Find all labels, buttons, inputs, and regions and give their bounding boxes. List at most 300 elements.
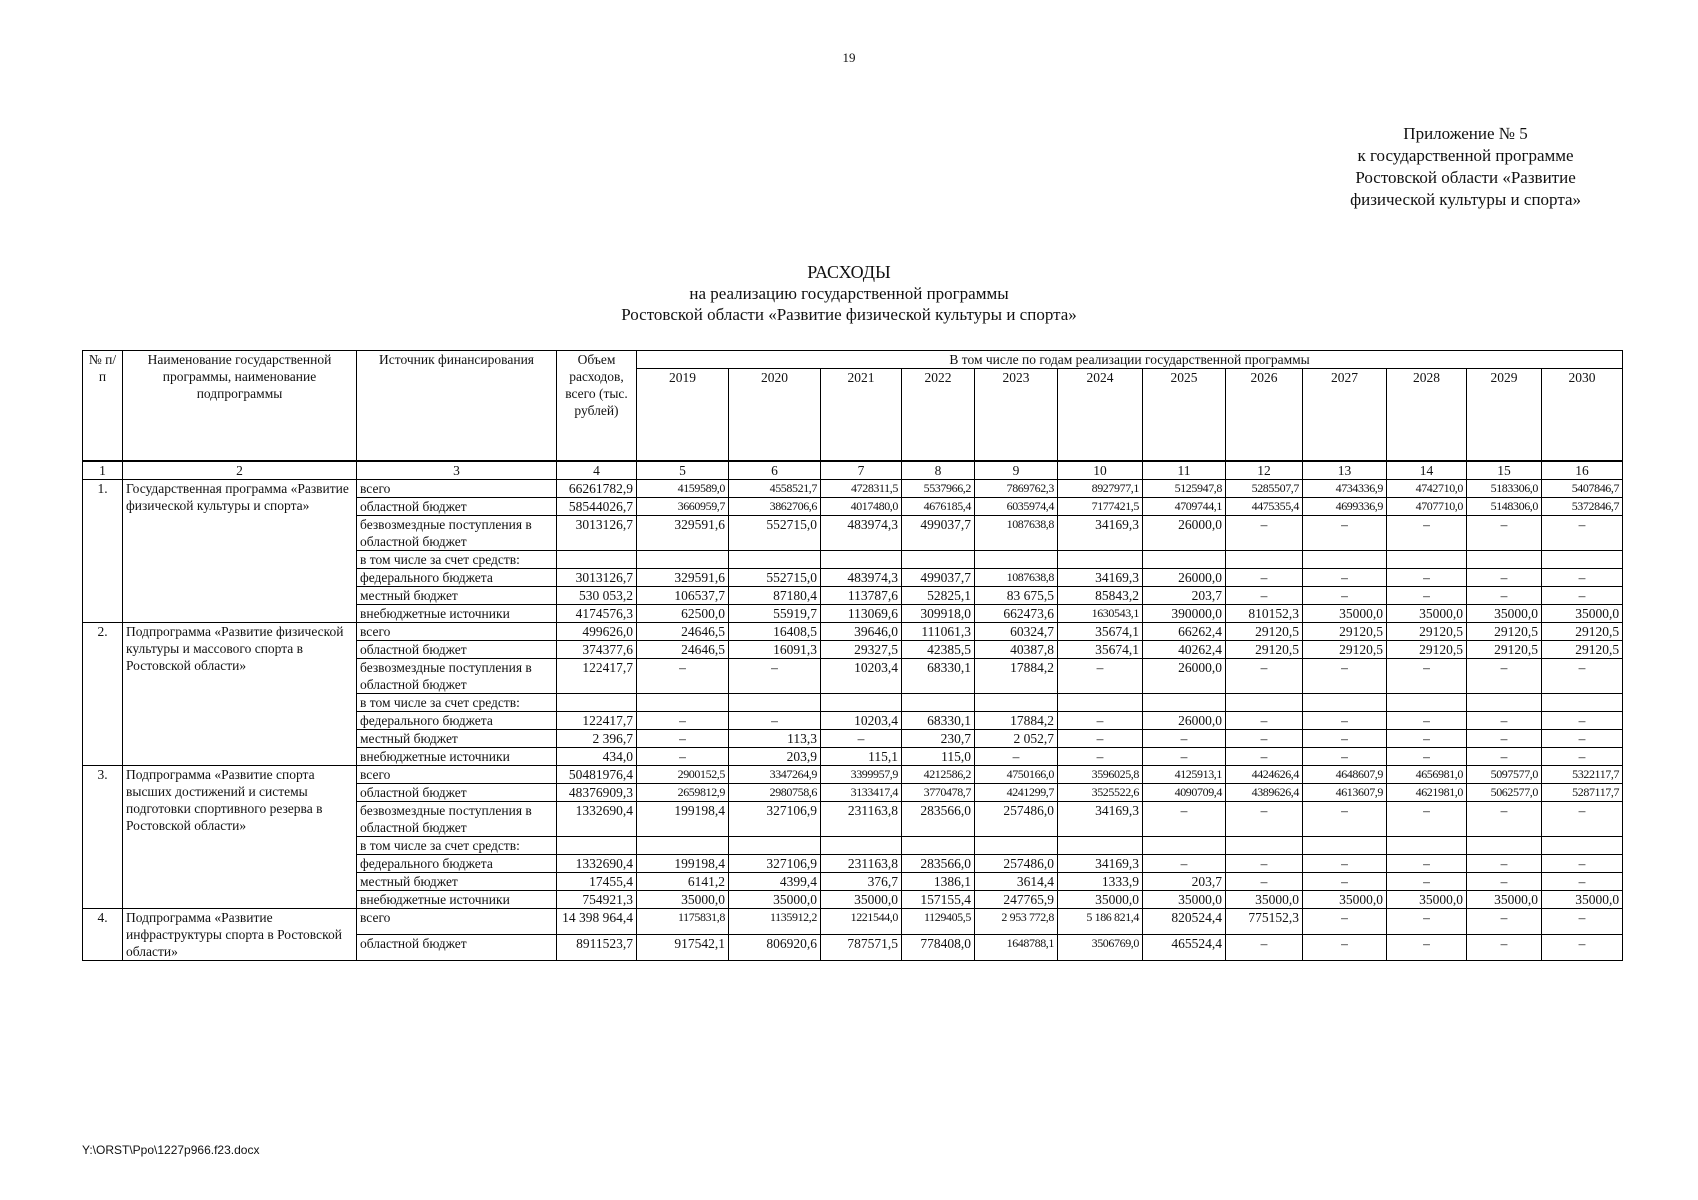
column-number: 8 <box>902 461 975 480</box>
year-value: – <box>1226 854 1303 872</box>
row-number: 2. <box>83 622 123 765</box>
year-value: – <box>1387 515 1467 550</box>
column-number: 11 <box>1143 461 1226 480</box>
year-value <box>1143 836 1226 854</box>
year-value: 66262,4 <box>1143 622 1226 640</box>
year-value: 3525522,6 <box>1058 783 1143 801</box>
header-year: 2022 <box>902 369 975 461</box>
year-value: 552715,0 <box>729 515 821 550</box>
total-value: 2 396,7 <box>557 729 637 747</box>
year-value: – <box>1303 872 1387 890</box>
year-value <box>729 836 821 854</box>
header-years-caption: В том числе по годам реализации государственной программы <box>637 351 1623 369</box>
year-value: 329591,6 <box>637 568 729 586</box>
year-value: 231163,8 <box>821 801 902 836</box>
year-value: 29120,5 <box>1303 622 1387 640</box>
year-value: – <box>1542 658 1623 693</box>
year-value: – <box>1303 854 1387 872</box>
year-value: – <box>1226 711 1303 729</box>
total-value: 122417,7 <box>557 711 637 729</box>
year-value <box>729 693 821 711</box>
year-value: – <box>821 729 902 747</box>
column-number: 9 <box>975 461 1058 480</box>
column-number: 10 <box>1058 461 1143 480</box>
column-number: 12 <box>1226 461 1303 480</box>
total-value: 1332690,4 <box>557 801 637 836</box>
year-value: 29120,5 <box>1387 622 1467 640</box>
year-value: 2 052,7 <box>975 729 1058 747</box>
year-value: 1333,9 <box>1058 872 1143 890</box>
year-value: – <box>975 747 1058 765</box>
year-value: – <box>729 658 821 693</box>
year-value: 87180,4 <box>729 586 821 604</box>
year-value: 34169,3 <box>1058 568 1143 586</box>
year-value: 4017480,0 <box>821 497 902 515</box>
year-value: – <box>1542 711 1623 729</box>
header-year: 2026 <box>1226 369 1303 461</box>
column-number: 2 <box>123 461 357 480</box>
year-value: 35000,0 <box>1303 890 1387 908</box>
year-value: 203,7 <box>1143 586 1226 604</box>
year-value: – <box>1467 586 1542 604</box>
program-name: Государственная программа «Развитие физической культуры и спорта» <box>123 479 357 622</box>
year-value: 5287117,7 <box>1542 783 1623 801</box>
header-year: 2023 <box>975 369 1058 461</box>
year-value: – <box>1387 711 1467 729</box>
year-value: 787571,5 <box>821 934 902 960</box>
year-value: 806920,6 <box>729 934 821 960</box>
year-value: – <box>1303 934 1387 960</box>
year-value: 552715,0 <box>729 568 821 586</box>
year-value: 483974,3 <box>821 515 902 550</box>
year-value <box>1058 550 1143 568</box>
total-value: 58544026,7 <box>557 497 637 515</box>
funding-source: местный бюджет <box>357 872 557 890</box>
year-value: 8927977,1 <box>1058 479 1143 497</box>
year-value: – <box>1226 801 1303 836</box>
year-value <box>975 693 1058 711</box>
year-value: 6141,2 <box>637 872 729 890</box>
funding-source: всего <box>357 479 557 497</box>
year-value: – <box>1467 872 1542 890</box>
year-value: 4648607,9 <box>1303 765 1387 783</box>
year-value: 4750166,0 <box>975 765 1058 783</box>
year-value: 17884,2 <box>975 711 1058 729</box>
year-value: 4621981,0 <box>1387 783 1467 801</box>
funding-source: внебюджетные источники <box>357 604 557 622</box>
year-value: – <box>1467 515 1542 550</box>
year-value: 810152,3 <box>1226 604 1303 622</box>
page-number: 19 <box>842 50 856 65</box>
header-year: 2019 <box>637 369 729 461</box>
year-value: – <box>1058 729 1143 747</box>
year-value: – <box>1303 801 1387 836</box>
year-value: 29120,5 <box>1542 640 1623 658</box>
total-value <box>557 836 637 854</box>
year-value: – <box>1467 854 1542 872</box>
year-value: 4728311,5 <box>821 479 902 497</box>
year-value: 60324,7 <box>975 622 1058 640</box>
year-value: 29327,5 <box>821 640 902 658</box>
funding-source: в том числе за счет средств: <box>357 836 557 854</box>
column-number: 7 <box>821 461 902 480</box>
year-value: 40262,4 <box>1143 640 1226 658</box>
year-value: 283566,0 <box>902 801 975 836</box>
year-value: – <box>1387 568 1467 586</box>
year-value: 7177421,5 <box>1058 497 1143 515</box>
year-value: 35000,0 <box>1226 890 1303 908</box>
year-value: – <box>1143 747 1226 765</box>
year-value: 68330,1 <box>902 658 975 693</box>
year-value: – <box>1143 729 1226 747</box>
year-value: 5372846,7 <box>1542 497 1623 515</box>
year-value: 115,0 <box>902 747 975 765</box>
year-value: 2 953 772,8 <box>975 908 1058 934</box>
year-value: 778408,0 <box>902 934 975 960</box>
year-value: 4742710,0 <box>1387 479 1467 497</box>
year-value: 83 675,5 <box>975 586 1058 604</box>
year-value: – <box>1542 729 1623 747</box>
year-value: – <box>1226 658 1303 693</box>
year-value: 24646,5 <box>637 640 729 658</box>
year-value: – <box>1542 801 1623 836</box>
year-value: 26000,0 <box>1143 658 1226 693</box>
year-value: 85843,2 <box>1058 586 1143 604</box>
year-value <box>1542 693 1623 711</box>
year-value: 4656981,0 <box>1387 765 1467 783</box>
header-year: 2025 <box>1143 369 1226 461</box>
year-value: 662473,6 <box>975 604 1058 622</box>
year-value: – <box>1303 568 1387 586</box>
appendix-line: Ростовской области «Развитие <box>1355 168 1576 187</box>
year-value: – <box>1542 586 1623 604</box>
year-value: 35000,0 <box>1387 604 1467 622</box>
appendix-line: физической культуры и спорта» <box>1350 190 1581 209</box>
appendix-line: к государственной программе <box>1357 146 1574 165</box>
total-value: 530 053,2 <box>557 586 637 604</box>
funding-source: безвозмездные поступления в областной бюджет <box>357 515 557 550</box>
year-value: 24646,5 <box>637 622 729 640</box>
year-value: 1175831,8 <box>637 908 729 934</box>
year-value <box>1303 693 1387 711</box>
year-value: – <box>1387 872 1467 890</box>
year-value: – <box>1226 586 1303 604</box>
year-value: 17884,2 <box>975 658 1058 693</box>
year-value: 1087638,8 <box>975 568 1058 586</box>
year-value: 1087638,8 <box>975 515 1058 550</box>
year-value: 1386,1 <box>902 872 975 890</box>
year-value: 106537,7 <box>637 586 729 604</box>
year-value: 4389626,4 <box>1226 783 1303 801</box>
total-value: 1332690,4 <box>557 854 637 872</box>
funding-source: безвозмездные поступления в областной бюджет <box>357 658 557 693</box>
year-value: – <box>1542 515 1623 550</box>
year-value: 376,7 <box>821 872 902 890</box>
year-value <box>1143 550 1226 568</box>
year-value: – <box>1467 801 1542 836</box>
year-value: – <box>637 711 729 729</box>
table-row <box>83 908 1623 934</box>
year-value: – <box>729 711 821 729</box>
funding-source: в том числе за счет средств: <box>357 550 557 568</box>
year-value <box>1387 550 1467 568</box>
total-value: 122417,7 <box>557 658 637 693</box>
year-value <box>1467 550 1542 568</box>
total-value: 66261782,9 <box>557 479 637 497</box>
year-value: – <box>1303 747 1387 765</box>
year-value: 34169,3 <box>1058 515 1143 550</box>
year-value: 2980758,6 <box>729 783 821 801</box>
year-value: – <box>1303 515 1387 550</box>
header-year: 2030 <box>1542 369 1623 461</box>
year-value: 39646,0 <box>821 622 902 640</box>
total-value <box>557 693 637 711</box>
year-value: 35000,0 <box>1058 890 1143 908</box>
appendix-line: Приложение № 5 <box>1403 124 1528 143</box>
year-value: 42385,5 <box>902 640 975 658</box>
header-year: 2028 <box>1387 369 1467 461</box>
table-header-row <box>83 351 1623 369</box>
year-value: 10203,4 <box>821 658 902 693</box>
year-value <box>1387 836 1467 854</box>
header-name: Наименование государственной программы, наименование подпрограммы <box>123 351 357 461</box>
year-value <box>821 693 902 711</box>
year-value: 35000,0 <box>1143 890 1226 908</box>
year-value: – <box>1303 586 1387 604</box>
year-value <box>637 693 729 711</box>
year-value: – <box>1542 872 1623 890</box>
year-value: 35674,1 <box>1058 640 1143 658</box>
year-value: – <box>1387 854 1467 872</box>
year-value: 4734336,9 <box>1303 479 1387 497</box>
funding-source: местный бюджет <box>357 586 557 604</box>
year-value: – <box>1303 658 1387 693</box>
year-value: 5148306,0 <box>1467 497 1542 515</box>
year-value: – <box>637 658 729 693</box>
year-value: 199198,4 <box>637 854 729 872</box>
year-value: – <box>1542 747 1623 765</box>
total-value: 3013126,7 <box>557 515 637 550</box>
year-value: 5 186 821,4 <box>1058 908 1143 934</box>
year-value: 4699336,9 <box>1303 497 1387 515</box>
year-value: – <box>1058 747 1143 765</box>
year-value: – <box>637 729 729 747</box>
program-name: Подпрограмма «Развитие спорта высших достижений и системы подготовки спортивного резерва в Ростовской области» <box>123 765 357 908</box>
year-value <box>1058 693 1143 711</box>
year-value: – <box>1226 872 1303 890</box>
year-value: 4709744,1 <box>1143 497 1226 515</box>
funding-source: областной бюджет <box>357 497 557 515</box>
year-value: 16408,5 <box>729 622 821 640</box>
year-value: 35674,1 <box>1058 622 1143 640</box>
total-value: 50481976,4 <box>557 765 637 783</box>
year-value: 231163,8 <box>821 854 902 872</box>
year-value: 4399,4 <box>729 872 821 890</box>
year-value: 257486,0 <box>975 854 1058 872</box>
year-value: 157155,4 <box>902 890 975 908</box>
title-line: на реализацию государственной программы <box>689 284 1009 303</box>
year-value: 35000,0 <box>1467 890 1542 908</box>
year-value: – <box>1058 711 1143 729</box>
year-value: 4212586,2 <box>902 765 975 783</box>
header-source: Источник финансирования <box>357 351 557 461</box>
year-value: – <box>1387 908 1467 934</box>
year-value: 4424626,4 <box>1226 765 1303 783</box>
year-value: 5125947,8 <box>1143 479 1226 497</box>
year-value: 3614,4 <box>975 872 1058 890</box>
year-value: – <box>1542 908 1623 934</box>
year-value: 68330,1 <box>902 711 975 729</box>
year-value: 4558521,7 <box>729 479 821 497</box>
total-value <box>557 550 637 568</box>
column-number-row <box>83 461 1623 480</box>
year-value: 4475355,4 <box>1226 497 1303 515</box>
year-value: 3660959,7 <box>637 497 729 515</box>
year-value <box>975 836 1058 854</box>
total-value: 8911523,7 <box>557 934 637 960</box>
column-number: 16 <box>1542 461 1623 480</box>
year-value: – <box>1387 586 1467 604</box>
year-value: 483974,3 <box>821 568 902 586</box>
table-row <box>83 765 1623 783</box>
year-value: 917542,1 <box>637 934 729 960</box>
total-value: 434,0 <box>557 747 637 765</box>
year-value: 115,1 <box>821 747 902 765</box>
header-year: 2020 <box>729 369 821 461</box>
row-number: 3. <box>83 765 123 908</box>
year-value: – <box>1467 908 1542 934</box>
year-value: 3347264,9 <box>729 765 821 783</box>
year-value <box>975 550 1058 568</box>
year-value: 1135912,2 <box>729 908 821 934</box>
year-value: 4090709,4 <box>1143 783 1226 801</box>
year-value: 16091,3 <box>729 640 821 658</box>
year-value: 5285507,7 <box>1226 479 1303 497</box>
year-value <box>729 550 821 568</box>
year-value: 26000,0 <box>1143 515 1226 550</box>
year-value <box>902 550 975 568</box>
header-total: Объем расходов, всего (тыс. рублей) <box>557 351 637 461</box>
total-value: 3013126,7 <box>557 568 637 586</box>
year-value: 3596025,8 <box>1058 765 1143 783</box>
column-number: 14 <box>1387 461 1467 480</box>
year-value: 1630543,1 <box>1058 604 1143 622</box>
year-value: 29120,5 <box>1226 640 1303 658</box>
year-value <box>1542 550 1623 568</box>
year-value: 35000,0 <box>1542 604 1623 622</box>
header-year: 2027 <box>1303 369 1387 461</box>
column-number: 1 <box>83 461 123 480</box>
year-value: 26000,0 <box>1143 711 1226 729</box>
year-value <box>1542 836 1623 854</box>
year-value <box>902 836 975 854</box>
year-value: – <box>1303 908 1387 934</box>
year-value: 35000,0 <box>821 890 902 908</box>
funding-source: всего <box>357 765 557 783</box>
year-value: 4676185,4 <box>902 497 975 515</box>
program-name: Подпрограмма «Развитие физической культуры и массового спорта в Ростовской области» <box>123 622 357 765</box>
year-value: – <box>1387 934 1467 960</box>
year-value: 7869762,3 <box>975 479 1058 497</box>
year-value: – <box>1542 854 1623 872</box>
year-value <box>637 550 729 568</box>
year-value: – <box>1058 658 1143 693</box>
funding-source: федерального бюджета <box>357 711 557 729</box>
year-value: 820524,4 <box>1143 908 1226 934</box>
year-value: 4241299,7 <box>975 783 1058 801</box>
year-value: 247765,9 <box>975 890 1058 908</box>
title-line: РАСХОДЫ <box>807 262 891 282</box>
funding-source: федерального бюджета <box>357 568 557 586</box>
year-value: – <box>1467 934 1542 960</box>
year-value <box>1226 693 1303 711</box>
year-value: – <box>1467 568 1542 586</box>
year-value <box>1143 693 1226 711</box>
year-value: – <box>1387 747 1467 765</box>
year-value: – <box>1303 729 1387 747</box>
funding-source: всего <box>357 622 557 640</box>
column-number: 6 <box>729 461 821 480</box>
year-value: 230,7 <box>902 729 975 747</box>
year-value: 5322117,7 <box>1542 765 1623 783</box>
total-value: 17455,4 <box>557 872 637 890</box>
year-value: 40387,8 <box>975 640 1058 658</box>
header-year: 2021 <box>821 369 902 461</box>
year-value: 29120,5 <box>1542 622 1623 640</box>
year-value: 499037,7 <box>902 515 975 550</box>
appendix-note <box>1350 123 1581 211</box>
year-value: 309918,0 <box>902 604 975 622</box>
year-value: 35000,0 <box>637 890 729 908</box>
year-value: 203,7 <box>1143 872 1226 890</box>
document-title <box>0 262 1698 325</box>
year-value: 113,3 <box>729 729 821 747</box>
year-value: 2900152,5 <box>637 765 729 783</box>
year-value: 775152,3 <box>1226 908 1303 934</box>
year-value: 35000,0 <box>1387 890 1467 908</box>
year-value: 3862706,6 <box>729 497 821 515</box>
column-number: 13 <box>1303 461 1387 480</box>
year-value: 1129405,5 <box>902 908 975 934</box>
year-value <box>1467 693 1542 711</box>
year-value: 5407846,7 <box>1542 479 1623 497</box>
year-value: – <box>1542 568 1623 586</box>
year-value: 3770478,7 <box>902 783 975 801</box>
year-value <box>637 836 729 854</box>
year-value: 29120,5 <box>1467 640 1542 658</box>
year-value: 390000,0 <box>1143 604 1226 622</box>
funding-source: внебюджетные источники <box>357 890 557 908</box>
funding-source: местный бюджет <box>357 729 557 747</box>
year-value: 327106,9 <box>729 854 821 872</box>
year-value: 1221544,0 <box>821 908 902 934</box>
year-value: 5097577,0 <box>1467 765 1542 783</box>
year-value: 29120,5 <box>1303 640 1387 658</box>
year-value: 29120,5 <box>1226 622 1303 640</box>
year-value: 3399957,9 <box>821 765 902 783</box>
year-value: – <box>1387 658 1467 693</box>
year-value <box>821 836 902 854</box>
year-value: 3506769,0 <box>1058 934 1143 960</box>
total-value: 4174576,3 <box>557 604 637 622</box>
year-value: 29120,5 <box>1387 640 1467 658</box>
year-value: 4125913,1 <box>1143 765 1226 783</box>
funding-source: областной бюджет <box>357 934 557 960</box>
year-value: 6035974,4 <box>975 497 1058 515</box>
total-value: 754921,3 <box>557 890 637 908</box>
year-value: 34169,3 <box>1058 854 1143 872</box>
table-row <box>83 479 1623 497</box>
